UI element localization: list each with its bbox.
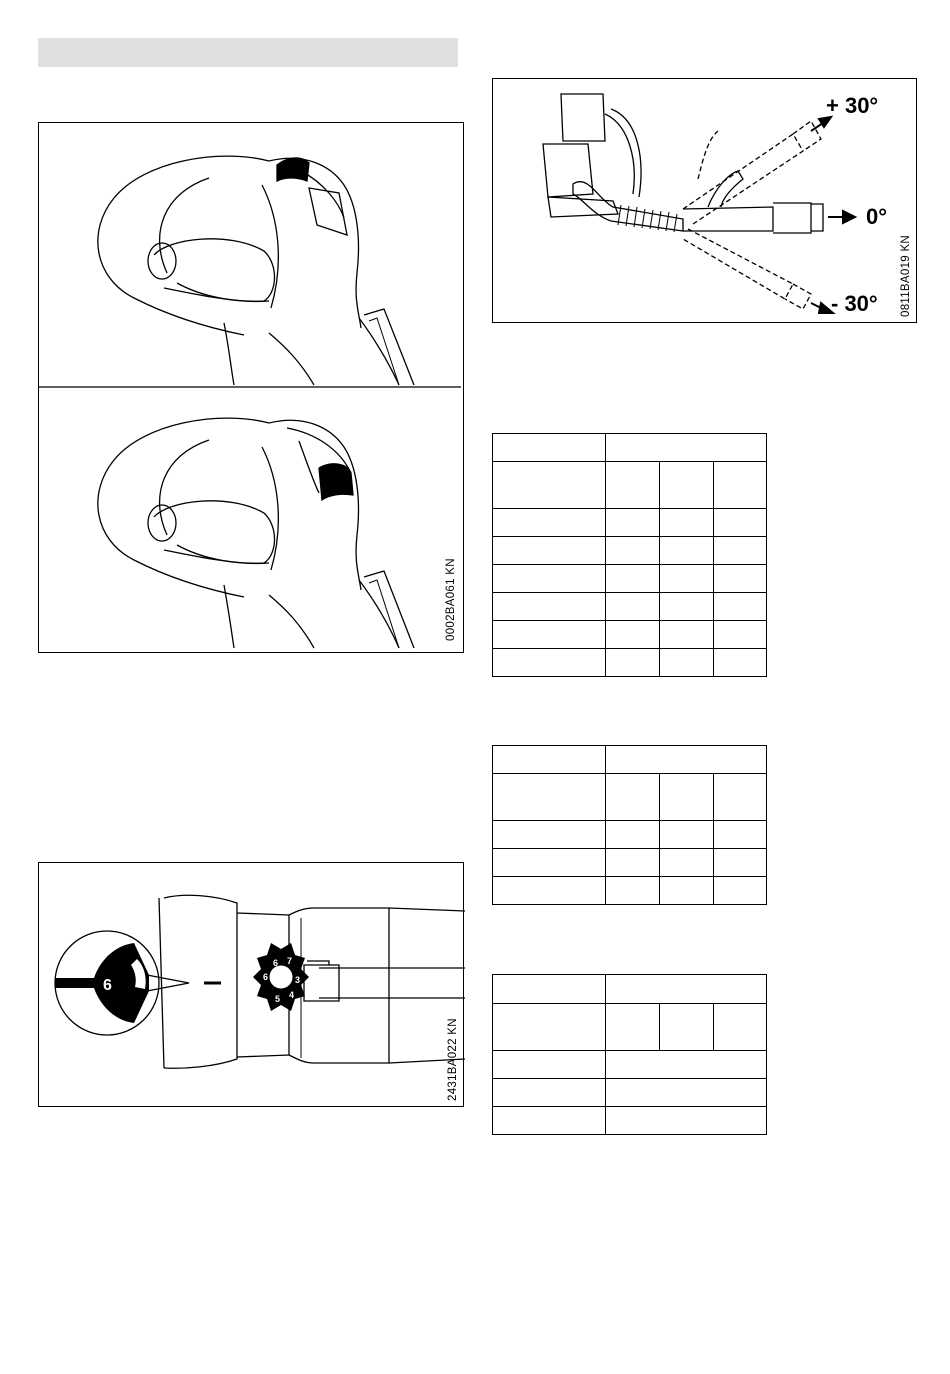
- angle-label-down: - 30°: [831, 291, 878, 316]
- blower-illustration: [493, 79, 918, 324]
- table-subheader-row: [493, 1004, 767, 1051]
- table-row: [493, 1079, 767, 1107]
- knob-number-left: 6: [263, 972, 269, 982]
- table-row: [493, 593, 767, 621]
- table-row: [493, 649, 767, 677]
- table-2: [492, 745, 767, 905]
- table-1: [492, 433, 767, 677]
- table-cell: [606, 434, 767, 462]
- table-row: [493, 849, 767, 877]
- table-row: [493, 621, 767, 649]
- table-3: [492, 974, 767, 1135]
- table-subheader-row: [493, 462, 767, 509]
- angle-label-up: + 30°: [826, 93, 879, 118]
- handle-illustration: [39, 123, 465, 654]
- table-subheader-row: [493, 774, 767, 821]
- table-row: [493, 877, 767, 905]
- knob-number-top: 7: [287, 956, 293, 966]
- angle-label-zero: 0°: [866, 204, 888, 229]
- figure-blower-angles: [492, 78, 917, 323]
- table-row: [493, 1107, 767, 1135]
- inset-number: 6: [103, 977, 112, 994]
- knob-number-bottom: 5: [275, 994, 281, 1004]
- figure-code-handle: 0002BA061 KN: [445, 558, 457, 641]
- knob-number-right: 3: [295, 975, 301, 985]
- table-row: [493, 1051, 767, 1079]
- table-row: [493, 565, 767, 593]
- section-header-bar: [38, 38, 458, 67]
- table-header-row: [493, 746, 767, 774]
- figure-metering-knob: [38, 862, 464, 1107]
- table-header-row: [493, 975, 767, 1004]
- metering-knob-illustration: [39, 863, 465, 1108]
- knob-number-top-left: 6: [273, 958, 279, 968]
- table-row: [493, 821, 767, 849]
- figure-code-blower: 0811BA019 KN: [900, 234, 912, 317]
- knob-number-bottom-right: 4: [289, 990, 295, 1000]
- figure-handle-throttle: [38, 122, 464, 653]
- table-row: [493, 509, 767, 537]
- table-row: [493, 537, 767, 565]
- table-cell: [493, 434, 606, 462]
- table-header-row: [493, 434, 767, 462]
- inset-knob-icon: [55, 943, 149, 1023]
- figure-code-knob: 2431BA022 KN: [447, 1018, 459, 1101]
